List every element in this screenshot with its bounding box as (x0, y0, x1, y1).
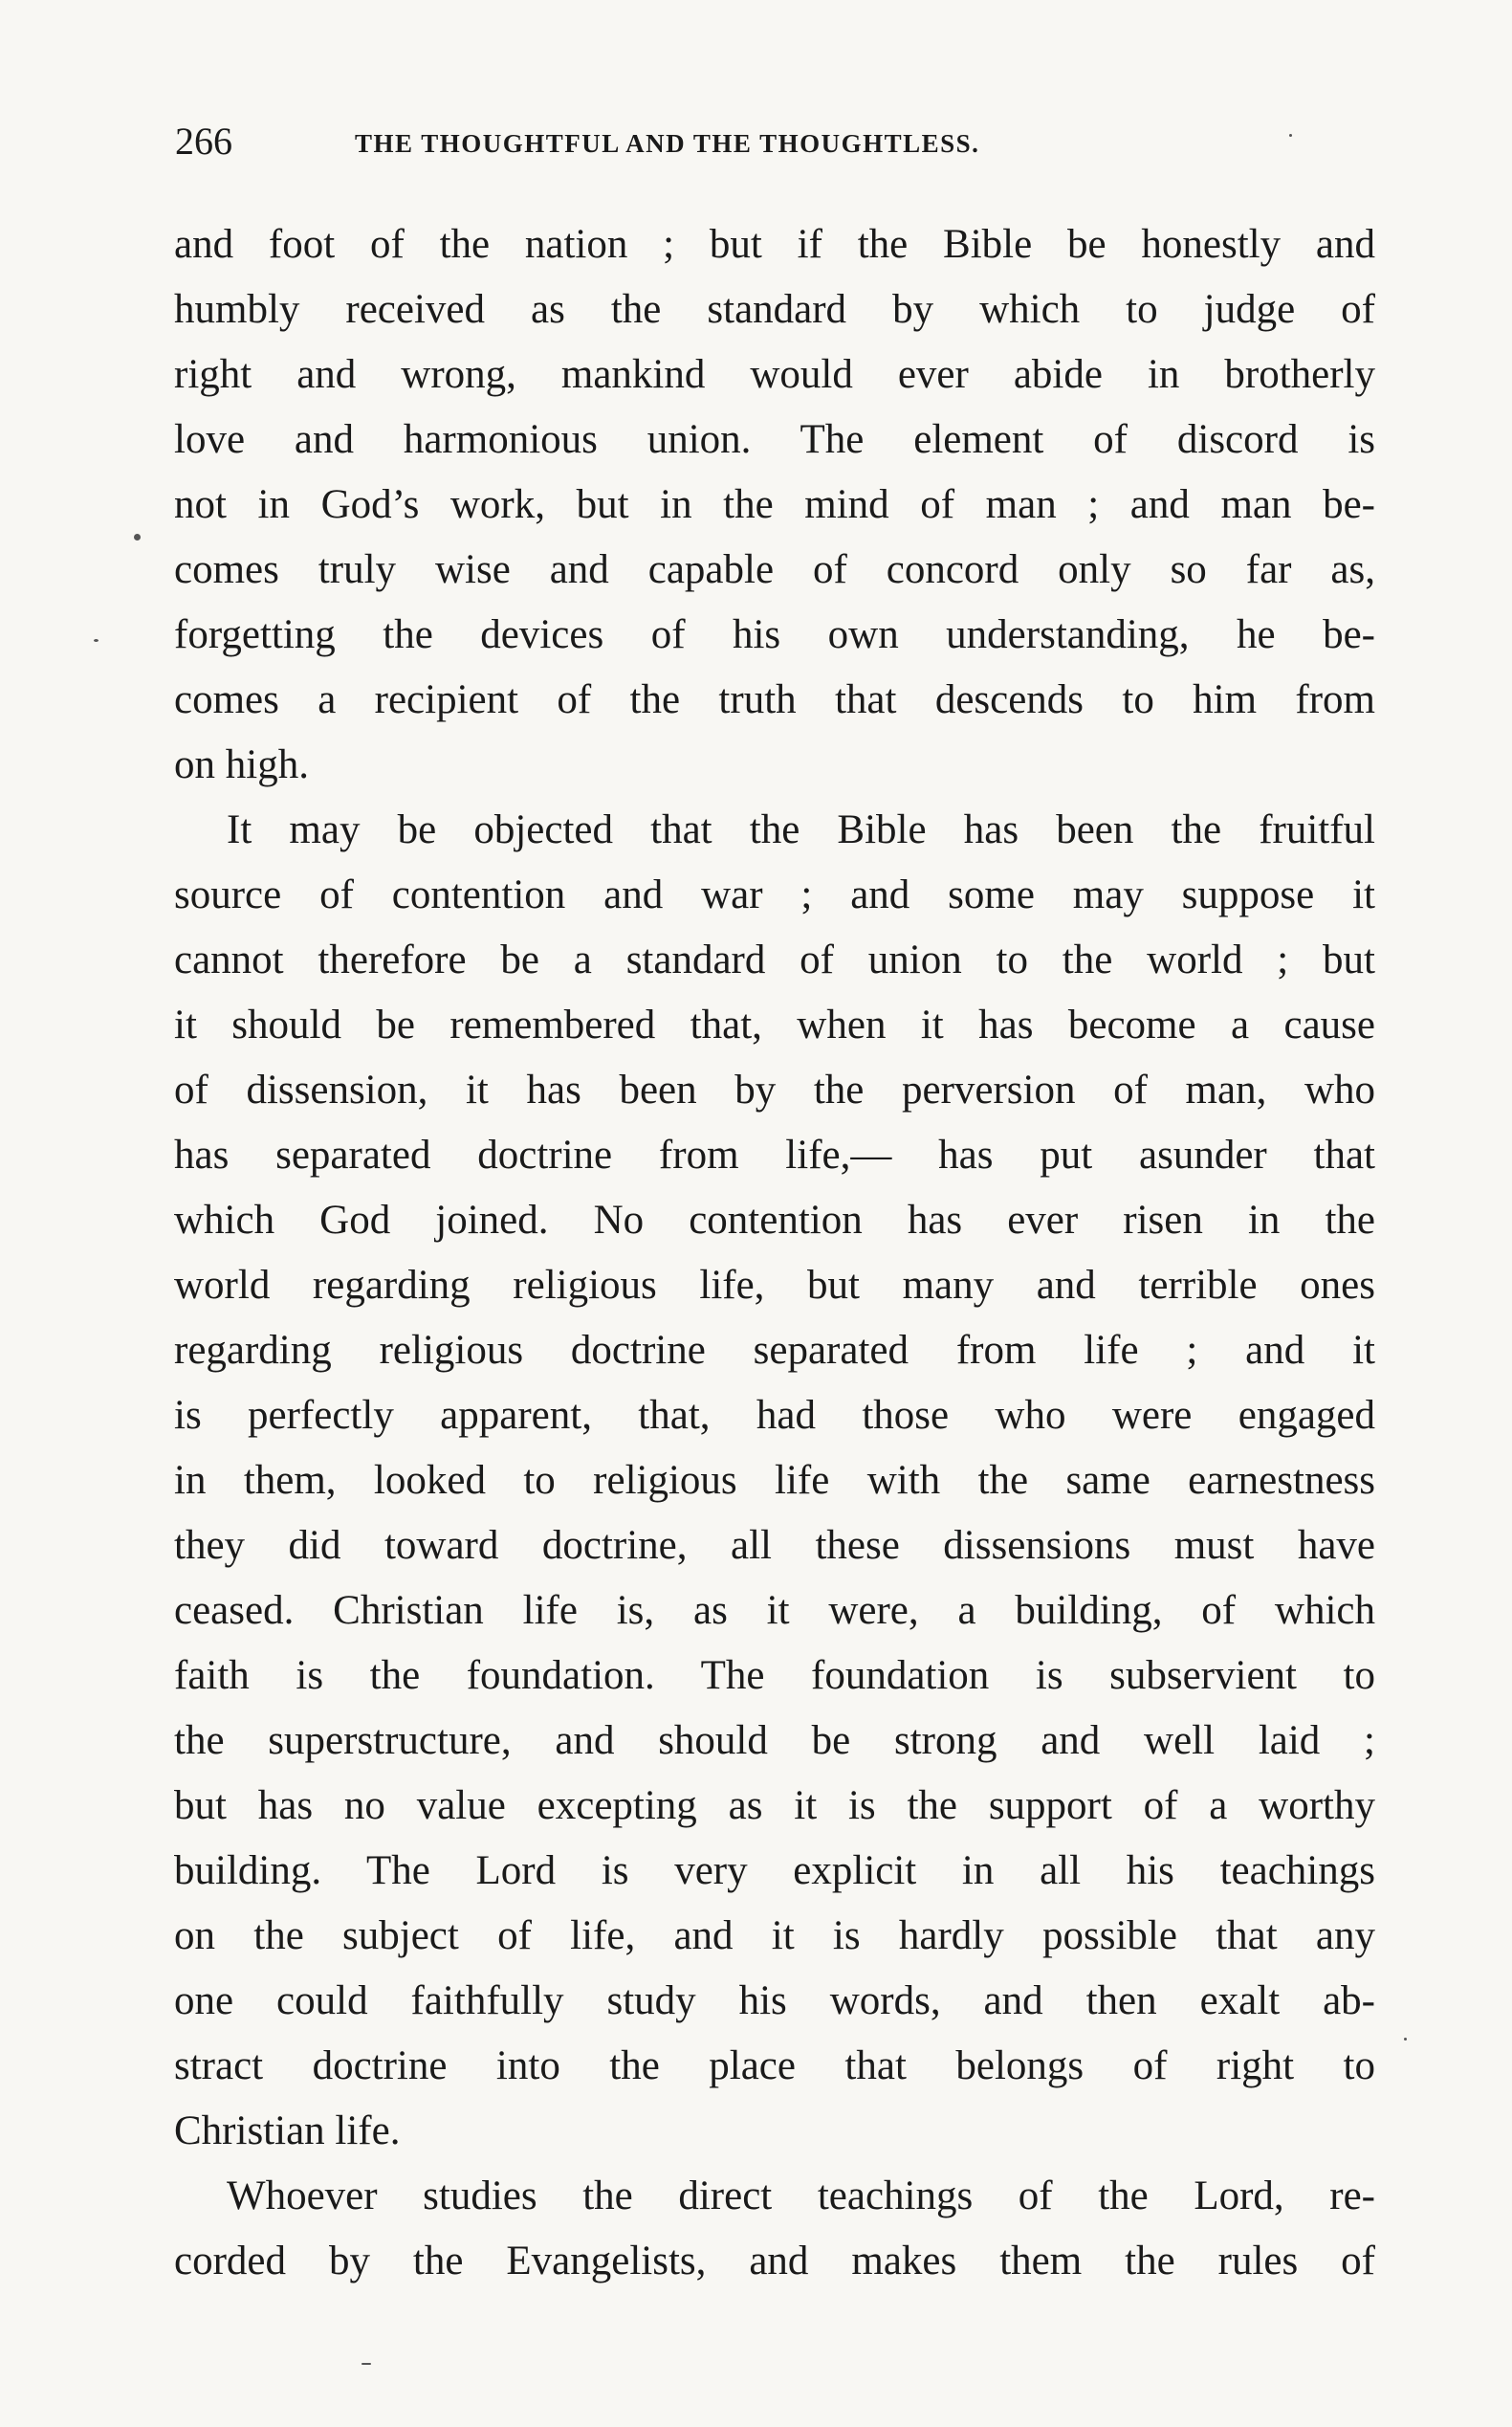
text-line: It may be objected that the Bible has been the fruitful (227, 807, 1375, 852)
text-line: ceased. Christian life is, as it were, a building, of which (174, 1588, 1375, 1633)
text-line: world regarding religious life, but many and terrible ones (174, 1263, 1375, 1308)
text-line: Whoever studies the direct teachings of the Lord, re- (227, 2173, 1375, 2218)
text-line: source of contention and war ; and some may suppose it (174, 872, 1375, 917)
text-line: one could faithfully study his words, and then exalt ab- (174, 1978, 1375, 2023)
ink-speck (1289, 134, 1292, 137)
text-line: the superstructure, and should be strong and well laid ; (174, 1718, 1375, 1763)
running-head: THE THOUGHTFUL AND THE THOUGHTLESS. (355, 129, 980, 158)
text-line: has separated doctrine from life,— has put asunder that (174, 1133, 1375, 1178)
text-line: comes truly wise and capable of concord only so far as, (174, 547, 1375, 592)
text-line: forgetting the devices of his own understanding, he be- (174, 612, 1375, 657)
page-number: 266 (175, 120, 232, 163)
ink-speck (94, 639, 99, 642)
text-line: cannot therefore be a standard of union to the world ; but (174, 938, 1375, 982)
text-line: stract doctrine into the place that belongs of right to (174, 2043, 1375, 2088)
text-line: not in God’s work, but in the mind of man ; and man be- (174, 482, 1375, 527)
ink-speck (134, 534, 141, 541)
text-line: which God joined. No contention has ever risen in the (174, 1198, 1375, 1243)
text-line: corded by the Evangelists, and makes them the rules of (174, 2239, 1375, 2284)
text-line: they did toward doctrine, all these dissensions must have (174, 1523, 1375, 1568)
text-line: and foot of the nation ; but if the Bible be honestly and (174, 222, 1375, 267)
text-line: in them, looked to religious life with the same earnestness (174, 1458, 1375, 1503)
text-line: is perfectly apparent, that, had those who were engaged (174, 1393, 1375, 1438)
text-line: but has no value excepting as it is the support of a worthy (174, 1783, 1375, 1828)
text-line: it should be remembered that, when it has become a cause (174, 1003, 1375, 1048)
ink-speck (362, 2363, 371, 2365)
text-line: on the subject of life, and it is hardly possible that any (174, 1913, 1375, 1958)
ink-speck (1404, 2038, 1407, 2041)
text-line: regarding religious doctrine separated from life ; and it (174, 1328, 1375, 1373)
text-line: love and harmonious union. The element of discord is (174, 417, 1375, 462)
text-line: humbly received as the standard by which to judge of (174, 287, 1375, 332)
text-line: Christian life. (174, 2108, 401, 2153)
text-line: on high. (174, 742, 309, 787)
text-line: building. The Lord is very explicit in all his teachings (174, 1848, 1375, 1893)
body-text (174, 212, 1375, 2294)
text-line: faith is the foundation. The foundation is subservient to (174, 1653, 1375, 1698)
text-line: comes a recipient of the truth that descends to him from (174, 677, 1375, 722)
text-line: right and wrong, mankind would ever abide in brotherly (174, 352, 1375, 397)
text-line: of dissension, it has been by the perversion of man, who (174, 1068, 1375, 1113)
page-header (175, 113, 1370, 170)
